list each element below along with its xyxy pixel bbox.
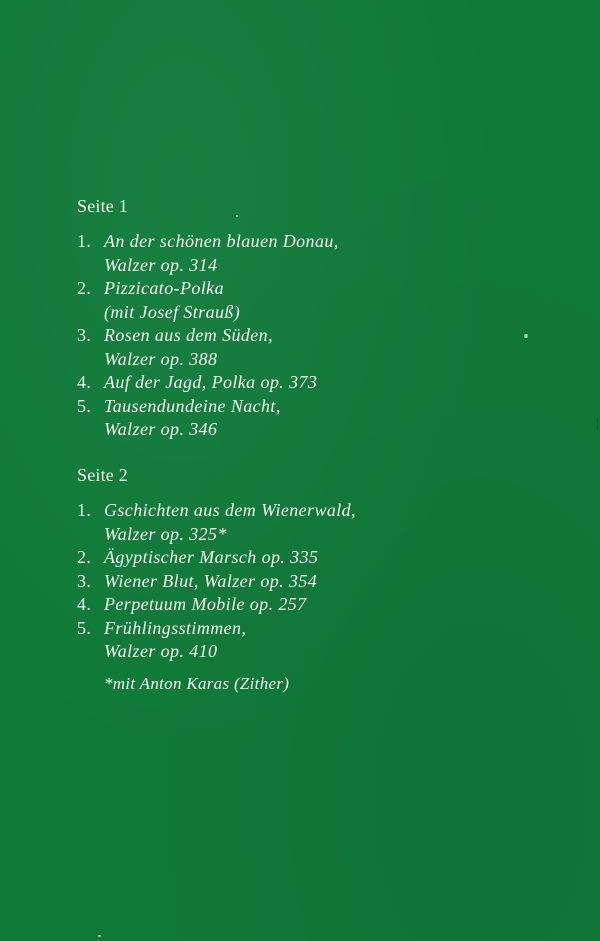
track-number: 4. (77, 594, 92, 614)
track-list-item (77, 277, 339, 324)
track-title: Wiener Blut, Walzer op. 354 (104, 570, 318, 591)
track-number: 3. (77, 325, 92, 345)
track-detail: Walzer op. 325* (104, 523, 227, 544)
track-list-item (77, 395, 339, 442)
track-title: Frühlingsstimmen, (104, 617, 247, 638)
side-2-tracklist (77, 464, 356, 695)
track-detail: (mit Josef Strauß) (104, 301, 241, 322)
track-detail: Walzer op. 388 (104, 348, 218, 369)
track-number: 1. (77, 500, 92, 520)
track-title: An der schönen blauen Donau, (104, 231, 339, 251)
track-title: Rosen aus dem Süden, (104, 325, 273, 345)
track-title: Pizzicato-Polka (104, 278, 224, 298)
track-title: Perpetuum Mobile op. 257 (104, 594, 307, 614)
track-list-item (77, 230, 339, 277)
footnote: *mit Anton Karas (Zither) (104, 673, 290, 693)
side-1-heading: Seite 1 (77, 196, 128, 216)
dust-speck (524, 334, 528, 338)
track-number: 1. (77, 231, 92, 251)
track-list-item (77, 546, 356, 570)
track-title: Ägyptischer Marsch op. 335 (104, 547, 319, 567)
track-title: Tausendundeine Nacht, (104, 395, 281, 416)
track-title: Gschichten aus dem Wienerwald, (104, 500, 356, 520)
track-number: 5. (77, 617, 92, 638)
track-list-item (77, 371, 339, 395)
track-number: 3. (77, 570, 92, 591)
track-title: Auf der Jagd, Polka op. 373 (104, 372, 318, 392)
edge-mark (597, 418, 598, 430)
track-list-item (77, 617, 356, 664)
track-detail: Walzer op. 314 (104, 254, 218, 275)
track-detail: Walzer op. 346 (104, 419, 218, 439)
dust-speck (98, 935, 101, 937)
track-number: 4. (77, 372, 92, 392)
track-list-item (77, 324, 339, 371)
dust-speck (236, 215, 238, 217)
track-list-item (77, 593, 356, 617)
track-number: 2. (77, 278, 92, 298)
track-number: 2. (77, 547, 92, 567)
side-2-heading: Seite 2 (77, 465, 128, 485)
track-list-item (77, 570, 356, 594)
track-list-item (77, 499, 356, 546)
track-number: 5. (77, 395, 92, 416)
side-1-tracklist (77, 195, 339, 442)
track-detail: Walzer op. 410 (104, 641, 218, 661)
